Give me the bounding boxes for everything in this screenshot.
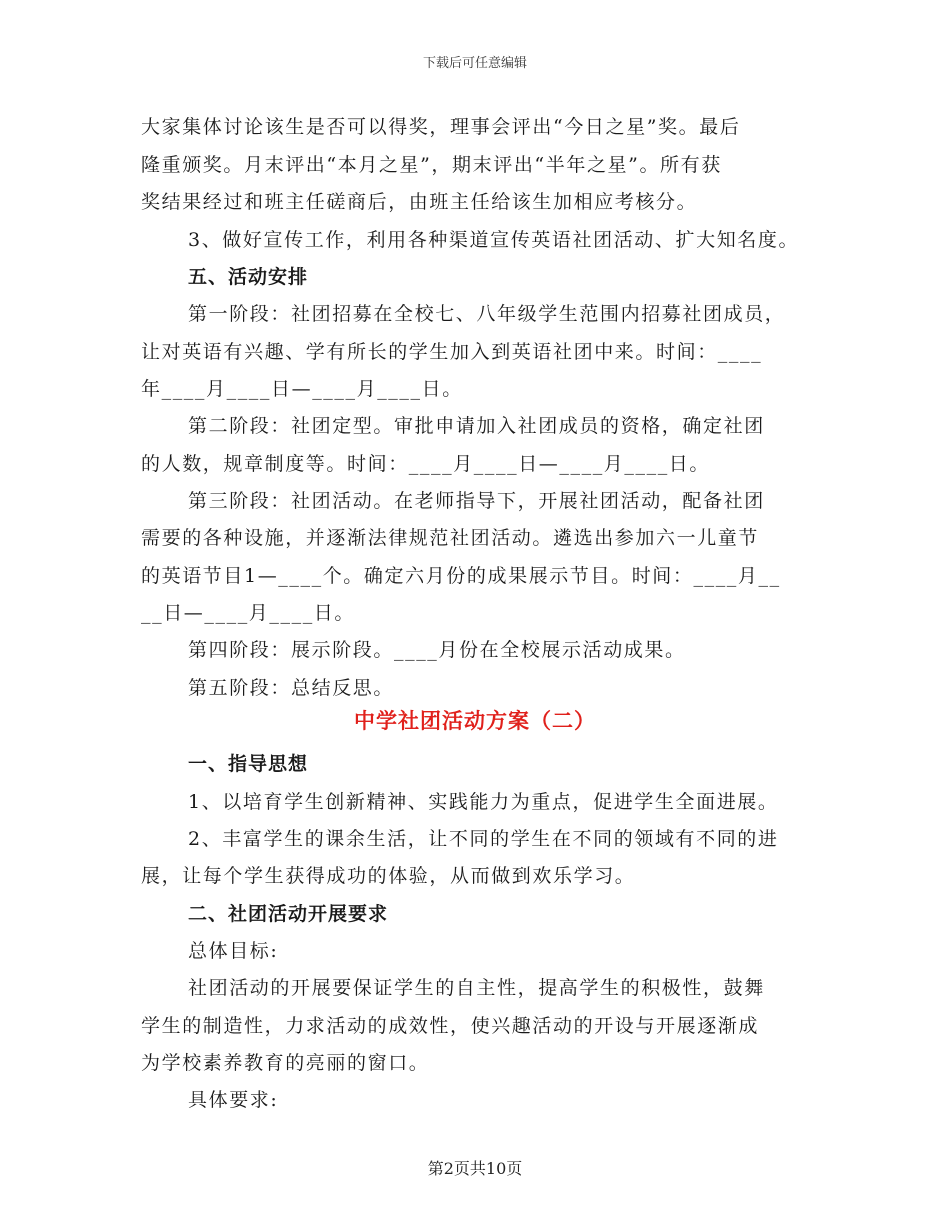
body-line: 具体要求: [188, 1089, 279, 1111]
body-line: 3、做好宣传工作，利用各种渠道宣传英语社团活动、扩大知名度。 [188, 229, 800, 251]
section-heading: 一、指导思想 [188, 753, 309, 775]
body-line: 学生的制造性，力求活动的成效性，使兴趣活动的开设与开展逐渐成 [141, 1015, 760, 1037]
page-footer: 第2页共10页 [427, 1159, 523, 1178]
body-line: 社团活动的开展要保证学生的自主性，提高学生的积极性，鼓舞 [188, 977, 765, 999]
section-heading: 五、活动安排 [188, 266, 309, 288]
body-line: 的英语节目1—____个。确定六月份的成果展示节目。时间：____月__ [141, 565, 781, 587]
body-line: 年____月____日—____月____日。 [141, 378, 463, 400]
body-line: 第五阶段：总结反思。 [188, 677, 395, 699]
body-line: 奖结果经过和班主任磋商后，由班主任给该生加相应考核分。 [141, 191, 698, 213]
body-line: 1、以培育学生创新精神、实践能力为重点，促进学生全面进展。 [188, 791, 779, 813]
body-line: 2、丰富学生的课余生活，让不同的学生在不同的领域有不同的进 [188, 828, 779, 850]
page-header: 下载后可任意编辑 [422, 56, 527, 71]
body-line: 让对英语有兴趣、学有所长的学生加入到英语社团中来。时间：____ [141, 341, 763, 363]
body-line: 大家集体讨论该生是否可以得奖，理事会评出“今日之星”奖。最后 [141, 116, 741, 138]
body-line: 为学校素养教育的亮丽的窗口。 [141, 1052, 430, 1074]
body-line: 需要的各种设施，并逐渐法律规范社团活动。遴选出参加六一儿童节 [141, 527, 760, 549]
body-line: 的人数，规章制度等。时间：____月____日—____月____日。 [141, 453, 711, 475]
section-title: 中学社团活动方案（二） [354, 709, 596, 733]
body-line: 第一阶段：社团招募在全校七、八年级学生范围内招募社团成员， [188, 303, 786, 325]
body-line: 隆重颁奖。月末评出“本月之星”，期末评出“半年之星”。所有获 [141, 154, 722, 176]
body-line: __日—____月____日。 [141, 602, 356, 624]
body-line: 第二阶段：社团定型。审批申请加入社团成员的资格，确定社团 [188, 415, 765, 437]
body-line: 总体目标: [188, 940, 279, 962]
body-line: 第四阶段：展示阶段。____月份在全校展示活动成果。 [188, 639, 686, 661]
section-heading: 二、社团活动开展要求 [188, 903, 389, 925]
body-line: 展，让每个学生获得成功的体验，从而做到欢乐学习。 [141, 865, 636, 887]
body-line: 第三阶段：社团活动。在老师指导下，开展社团活动，配备社团 [188, 490, 765, 512]
